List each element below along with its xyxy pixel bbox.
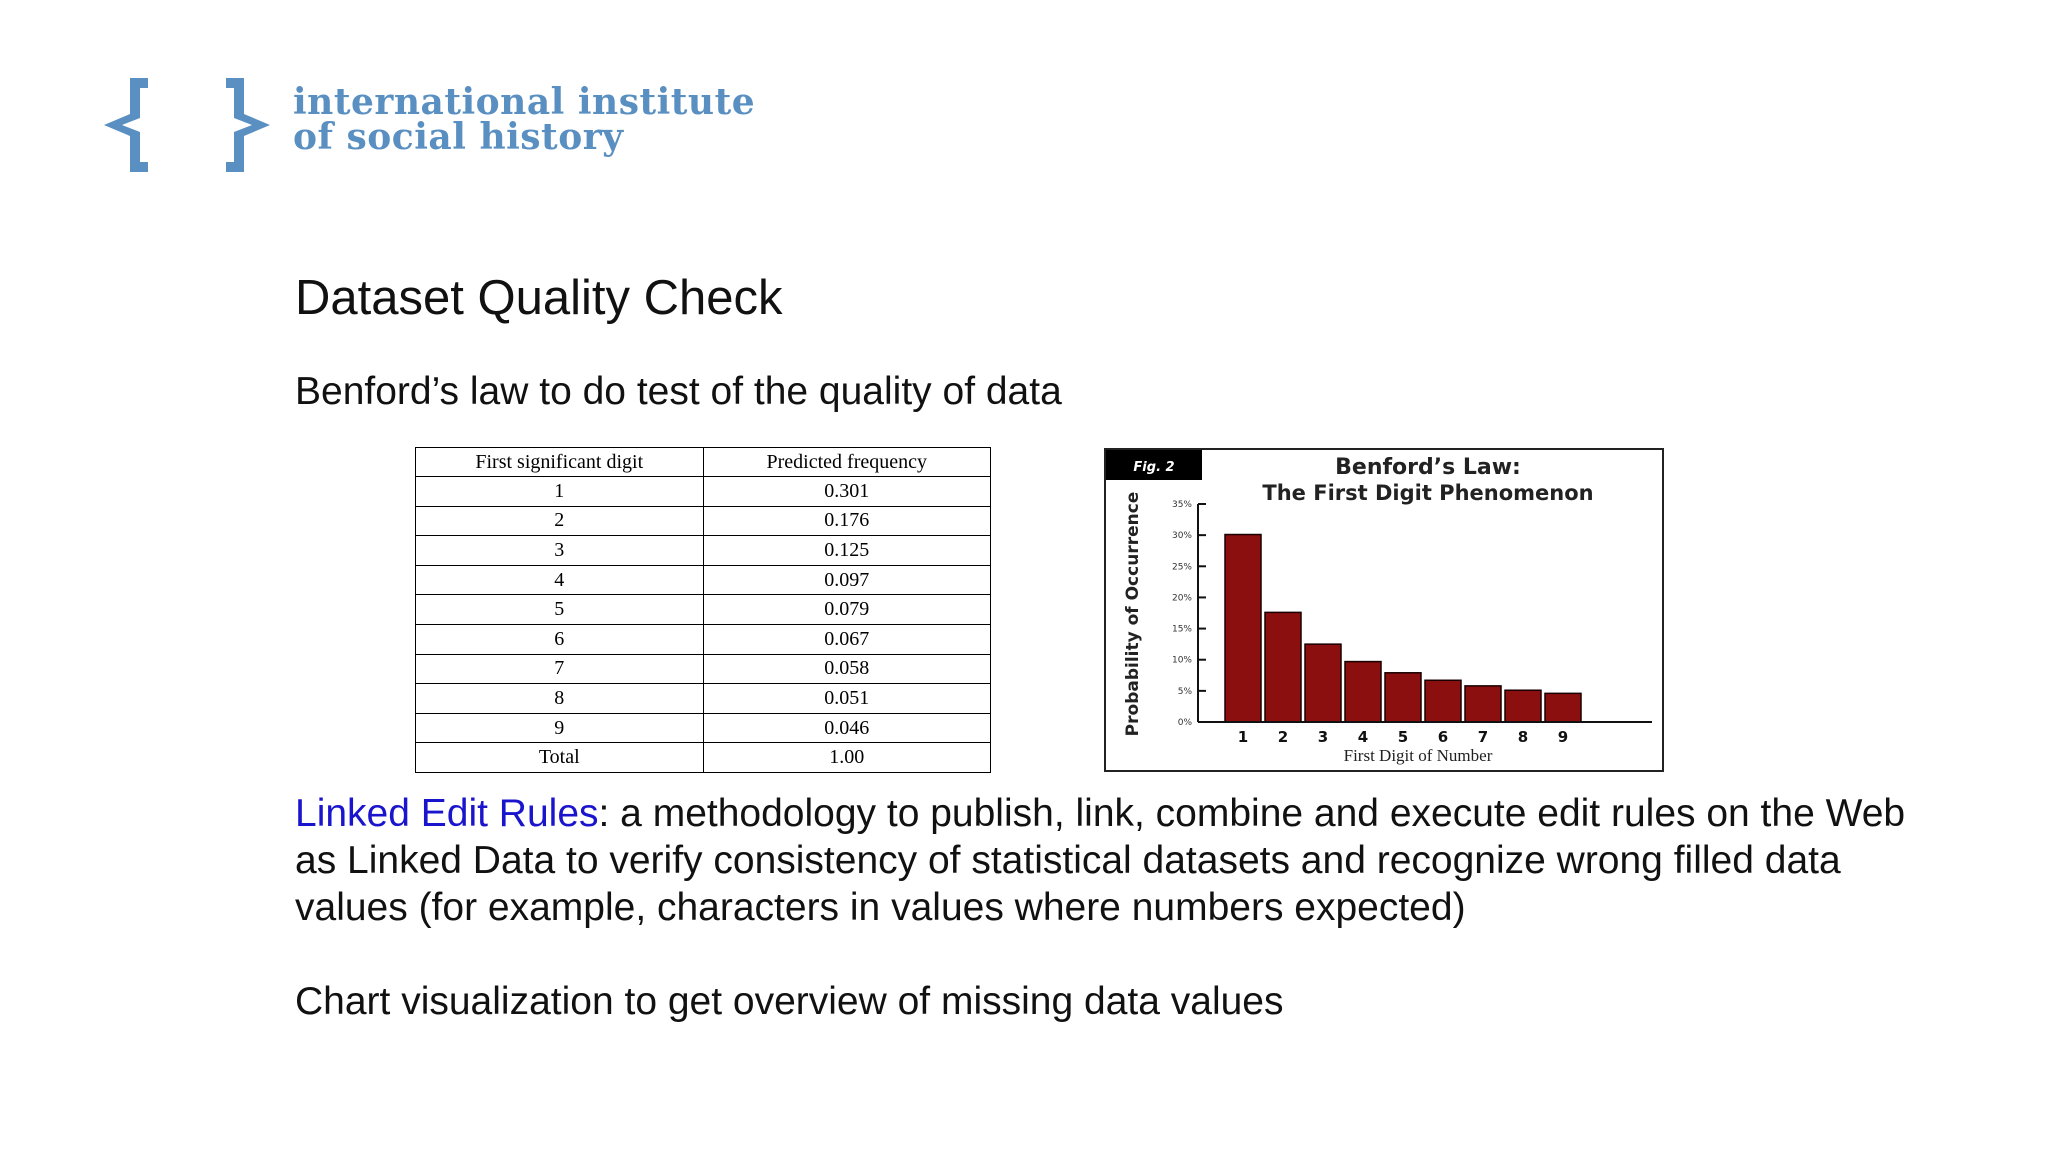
bar-digit-1 bbox=[1225, 535, 1261, 722]
linked-edit-rules-paragraph bbox=[295, 790, 1945, 931]
total-label-cell: Total bbox=[416, 743, 704, 773]
x-tick-label: 6 bbox=[1437, 728, 1449, 746]
x-tick-label: 3 bbox=[1317, 728, 1329, 746]
table-row bbox=[416, 477, 991, 507]
y-tick-label: 10% bbox=[1171, 655, 1192, 666]
digit-cell: 1 bbox=[416, 477, 704, 507]
bar-digit-8 bbox=[1505, 690, 1541, 722]
bar-digit-6 bbox=[1425, 680, 1461, 722]
bar-digit-2 bbox=[1265, 612, 1301, 722]
x-tick-label: 7 bbox=[1477, 728, 1489, 746]
benford-frequency-table bbox=[415, 447, 991, 773]
digit-cell: 4 bbox=[416, 565, 704, 595]
table-row bbox=[416, 506, 991, 536]
column-header-digit: First significant digit bbox=[416, 448, 704, 477]
figure-label: Fig. 2 bbox=[1133, 460, 1175, 475]
iish-logo bbox=[100, 70, 780, 180]
bar-digit-4 bbox=[1345, 662, 1381, 722]
logo-line-2: of social history bbox=[293, 116, 624, 158]
linked-edit-rules-link[interactable]: Linked Edit Rules bbox=[295, 792, 599, 835]
table-total-row bbox=[416, 743, 991, 773]
digit-cell: 2 bbox=[416, 506, 704, 536]
frequency-cell: 0.301 bbox=[703, 477, 991, 507]
frequency-cell: 0.067 bbox=[703, 624, 991, 654]
chart-y-axis-label: Probability of Occurrence bbox=[1123, 491, 1143, 737]
table-row bbox=[416, 595, 991, 625]
y-tick-label: 25% bbox=[1171, 562, 1192, 573]
digit-cell: 9 bbox=[416, 713, 704, 743]
frequency-cell: 0.079 bbox=[703, 595, 991, 625]
benford-bar-chart bbox=[1106, 450, 1661, 769]
y-tick-label: 0% bbox=[1177, 718, 1192, 728]
frequency-cell: 0.176 bbox=[703, 506, 991, 536]
bar-digit-9 bbox=[1545, 693, 1581, 722]
x-tick-label: 8 bbox=[1517, 728, 1529, 746]
bar-digit-7 bbox=[1465, 686, 1501, 722]
digit-cell: 8 bbox=[416, 684, 704, 714]
benford-chart-figure bbox=[1104, 448, 1664, 772]
slide-title: Dataset Quality Check bbox=[295, 271, 783, 325]
table-row bbox=[416, 684, 991, 714]
bar-digit-3 bbox=[1305, 644, 1341, 722]
table-header-row bbox=[416, 448, 991, 477]
frequency-cell: 0.125 bbox=[703, 536, 991, 566]
linked-edit-rules-description: : a methodology to publish, link, combine and execute edit rules on the Web as Linked Data to verify consistency of statistical datasets and recognize wrong filled data values (for example, characters in values where numbers expected) bbox=[295, 792, 1906, 929]
chart-visualization-note: Chart visualization to get overview of missing data values bbox=[295, 980, 1284, 1023]
x-tick-label: 5 bbox=[1397, 728, 1409, 746]
chart-plot-area bbox=[1172, 500, 1652, 746]
digit-cell: 6 bbox=[416, 624, 704, 654]
chart-subtitle: The First Digit Phenomenon bbox=[1262, 481, 1594, 505]
digit-cell: 3 bbox=[416, 536, 704, 566]
frequency-cell: 0.046 bbox=[703, 713, 991, 743]
frequency-cell: 0.058 bbox=[703, 654, 991, 684]
column-header-frequency: Predicted frequency bbox=[703, 448, 991, 477]
x-tick-label: 2 bbox=[1277, 728, 1289, 746]
frequency-cell: 0.051 bbox=[703, 684, 991, 714]
y-tick-label: 5% bbox=[1177, 686, 1192, 697]
chart-x-axis-label: First Digit of Number bbox=[1343, 746, 1493, 765]
digit-cell: 7 bbox=[416, 654, 704, 684]
brackets-logo-icon bbox=[100, 70, 290, 180]
y-tick-label: 15% bbox=[1171, 624, 1192, 635]
table-row bbox=[416, 624, 991, 654]
table-row bbox=[416, 713, 991, 743]
x-tick-label: 9 bbox=[1557, 728, 1569, 746]
logo-wordmark bbox=[293, 81, 756, 158]
table-row bbox=[416, 536, 991, 566]
digit-cell: 5 bbox=[416, 595, 704, 625]
x-tick-label: 4 bbox=[1357, 728, 1369, 746]
y-tick-label: 35% bbox=[1171, 500, 1192, 510]
x-tick-label: 1 bbox=[1237, 728, 1249, 746]
table-row bbox=[416, 565, 991, 595]
logo-line-1: international institute bbox=[293, 81, 756, 123]
y-tick-label: 20% bbox=[1171, 593, 1192, 604]
total-value-cell: 1.00 bbox=[703, 743, 991, 773]
y-tick-label: 30% bbox=[1171, 531, 1192, 542]
table-row bbox=[416, 654, 991, 684]
slide-subtitle: Benford’s law to do test of the quality of data bbox=[295, 370, 1062, 413]
frequency-cell: 0.097 bbox=[703, 565, 991, 595]
bar-digit-5 bbox=[1385, 673, 1421, 722]
chart-title: Benford’s Law: bbox=[1335, 455, 1521, 480]
